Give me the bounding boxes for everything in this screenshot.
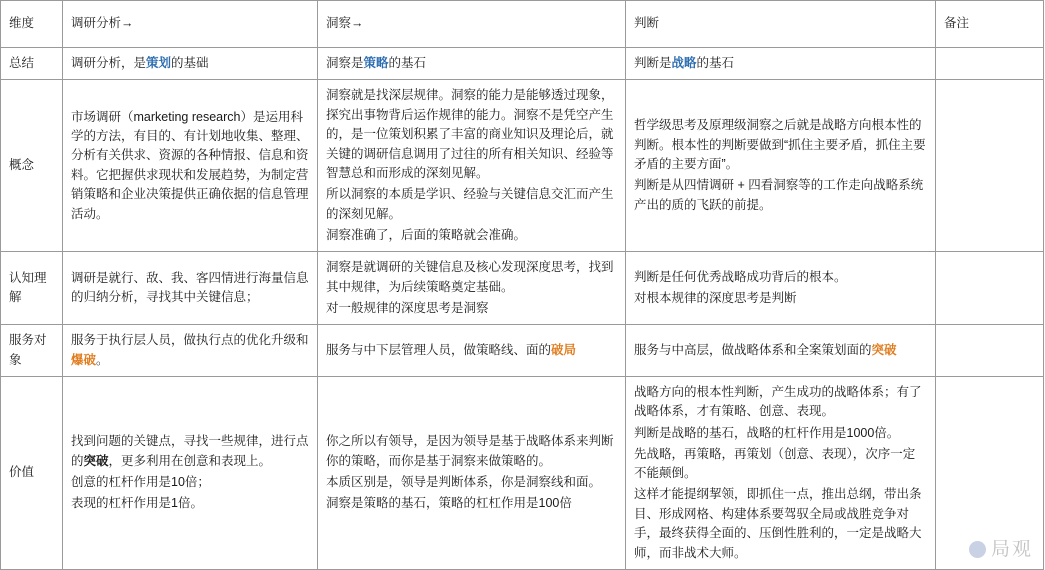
- text: ，更多利用在创意和表现上。: [108, 453, 272, 468]
- paragraph: [71, 331, 309, 370]
- paragraph: [71, 494, 309, 513]
- paragraph: [634, 383, 927, 422]
- text: 先战略，再策略，再策划（创意、表现），次序一定不能颠倒。: [634, 446, 916, 481]
- text: 判断是任何优秀战略成功背后的根本。: [634, 269, 847, 284]
- paragraph: [326, 299, 617, 318]
- highlight-blue: 战略: [671, 56, 697, 70]
- cell-remarks: [936, 48, 1044, 80]
- text: 服务于执行层人员，做执行点的优化升级和: [71, 333, 309, 348]
- text: 战略方向的根本性判断，产生成功的战略体系；有了战略体系，才有策略、创意、表现。: [634, 384, 922, 419]
- text: 判断是: [634, 56, 672, 70]
- cell-remarks: [936, 325, 1044, 377]
- text: 调研分析，是: [71, 56, 147, 70]
- text: 市场调研（marketing research）是运用科学的方法，有目的、有计划地收集、整理、分析有关供求、资源的各种情报、信息和资料。它把握供求现状和发展趋势，为制定营销策略和企业决策提供正确依据的信息管理活动。: [71, 109, 309, 221]
- paragraph: [634, 424, 927, 443]
- highlight-orange: 爆破: [71, 352, 97, 367]
- row-label: 服务对象: [1, 325, 63, 377]
- highlight-orange: 破局: [551, 342, 577, 357]
- paragraph: [326, 258, 617, 297]
- text: 哲学级思考及原理级洞察之后就是战略方向根本性的判断。根本性的判断要做到“抓住主要矛盾，抓住主要矛盾的主要方面”。: [634, 118, 926, 172]
- cell-insight: [318, 252, 626, 325]
- table-row: [1, 252, 1044, 325]
- table-row: [1, 325, 1044, 377]
- cell-research: [63, 48, 318, 80]
- paragraph: [326, 494, 617, 513]
- row-label: 概念: [1, 80, 63, 252]
- text: 对根本规律的深度思考是判断: [634, 291, 797, 306]
- text: 。: [96, 352, 109, 367]
- text: 判断是战略的基石，战略的杠杆作用是1000倍。: [634, 425, 900, 440]
- cell-insight: [318, 80, 626, 252]
- text: 这样才能提纲挈领，即抓住一点，推出总纲，带出条目、形成网格、构建体系要驾驭全局或战胜竞争对手，最终获得全面的、压倒性胜利的，一定是战略大师，而非战术大师。: [634, 487, 922, 560]
- cell-research: [63, 376, 318, 569]
- paragraph: [634, 268, 927, 287]
- text: 的基础: [171, 56, 209, 70]
- cell-judgement: [626, 48, 936, 80]
- text: 服务与中高层，做战略体系和全案策划面的: [634, 342, 872, 357]
- row-label: 总结: [1, 48, 63, 80]
- cell-insight: [318, 376, 626, 569]
- cell-remarks: [936, 376, 1044, 569]
- paragraph: [634, 54, 927, 73]
- text: 洞察准确了，后面的策略就会准确。: [326, 227, 527, 242]
- table-body: [1, 48, 1044, 570]
- text: 调研是就行、敌、我、客四情进行海量信息的归纳分析，寻找其中关键信息；: [71, 270, 309, 305]
- emphasis: 突破: [83, 453, 109, 468]
- highlight-orange: 突破: [871, 342, 897, 357]
- cell-remarks: [936, 80, 1044, 252]
- highlight-blue: 策划: [146, 56, 172, 70]
- paragraph: [326, 185, 617, 224]
- text: 洞察就是找深层规律。洞察的能力是能够透过现象，探究出事物背后运作规律的能力。洞察不是凭空产生的，是一位策划积累了丰富的商业知识及理论后，就关键的调研信息调用了过往的所有相关知识、经验等智慧总和而形成的深刻见解。: [326, 88, 614, 180]
- paragraph: [326, 86, 617, 183]
- column-header-research: 调研分析→: [63, 1, 318, 48]
- cell-judgement: [626, 80, 936, 252]
- paragraph: [71, 473, 309, 492]
- highlight-blue: 策略: [363, 56, 389, 70]
- column-header-remarks: 备注: [936, 1, 1044, 48]
- paragraph: [71, 54, 309, 73]
- watermark-text: 局观: [990, 539, 1033, 560]
- paragraph: [326, 226, 617, 245]
- text: 判断是从四情调研 + 四看洞察等的工作走向战略系统产出的质的飞跃的前提。: [634, 178, 924, 212]
- paragraph: [634, 341, 927, 360]
- paragraph: [71, 269, 309, 308]
- row-label: 价值: [1, 376, 63, 569]
- cell-research: [63, 252, 318, 325]
- table-row: [1, 80, 1044, 252]
- paragraph: [634, 116, 927, 174]
- text: 洞察是策略的基石，策略的杠杠作用是100倍: [326, 496, 572, 511]
- table-row: [1, 376, 1044, 569]
- cell-judgement: [626, 252, 936, 325]
- text: 表现的杠杆作用是1倍。: [71, 496, 203, 511]
- table-row: [1, 48, 1044, 80]
- text: 对一般规律的深度思考是洞察: [326, 300, 489, 315]
- paragraph: [634, 485, 927, 563]
- paragraph: [634, 289, 927, 308]
- text: 洞察是就调研的关键信息及核心发现深度思考，找到其中规律，为后续策略奠定基础。: [326, 260, 614, 294]
- paragraph: [71, 108, 309, 224]
- paragraph: [326, 341, 617, 360]
- cell-judgement: [626, 376, 936, 569]
- column-header-insight: 洞察→: [318, 1, 626, 48]
- cell-remarks: [936, 252, 1044, 325]
- text: 所以洞察的本质是学识、经验与关键信息交汇而产生的深刻见解。: [326, 187, 614, 221]
- text: 的基石: [388, 56, 427, 70]
- paragraph: [634, 445, 927, 484]
- text: 你之所以有领导，是因为领导是基于战略体系来判断你的策略，而你是基于洞察来做策略的。: [326, 434, 614, 468]
- text: 找到问题的关键点，寻找一些规律，进行点的: [71, 434, 309, 468]
- table-header-row: [1, 1, 1044, 48]
- paragraph: [326, 432, 617, 471]
- paragraph: [71, 432, 309, 471]
- row-label: 认知理解: [1, 252, 63, 325]
- text: 洞察是: [326, 56, 364, 70]
- cell-insight: [318, 48, 626, 80]
- paragraph: [326, 54, 617, 73]
- column-header-judgement: 判断: [626, 1, 936, 48]
- cell-research: [63, 325, 318, 377]
- text: 的基石: [696, 56, 735, 70]
- cell-research: [63, 80, 318, 252]
- paragraph: [326, 473, 617, 492]
- cell-insight: [318, 325, 626, 377]
- cell-judgement: [626, 325, 936, 377]
- text: 服务与中下层管理人员，做策略线、面的: [326, 342, 552, 357]
- paragraph: [634, 176, 927, 215]
- column-header-dimension: 维度: [1, 1, 63, 48]
- text: 创意的杠杆作用是10倍；: [71, 474, 210, 489]
- text: 本质区别是，领导是判断体系，你是洞察线和面。: [326, 474, 602, 489]
